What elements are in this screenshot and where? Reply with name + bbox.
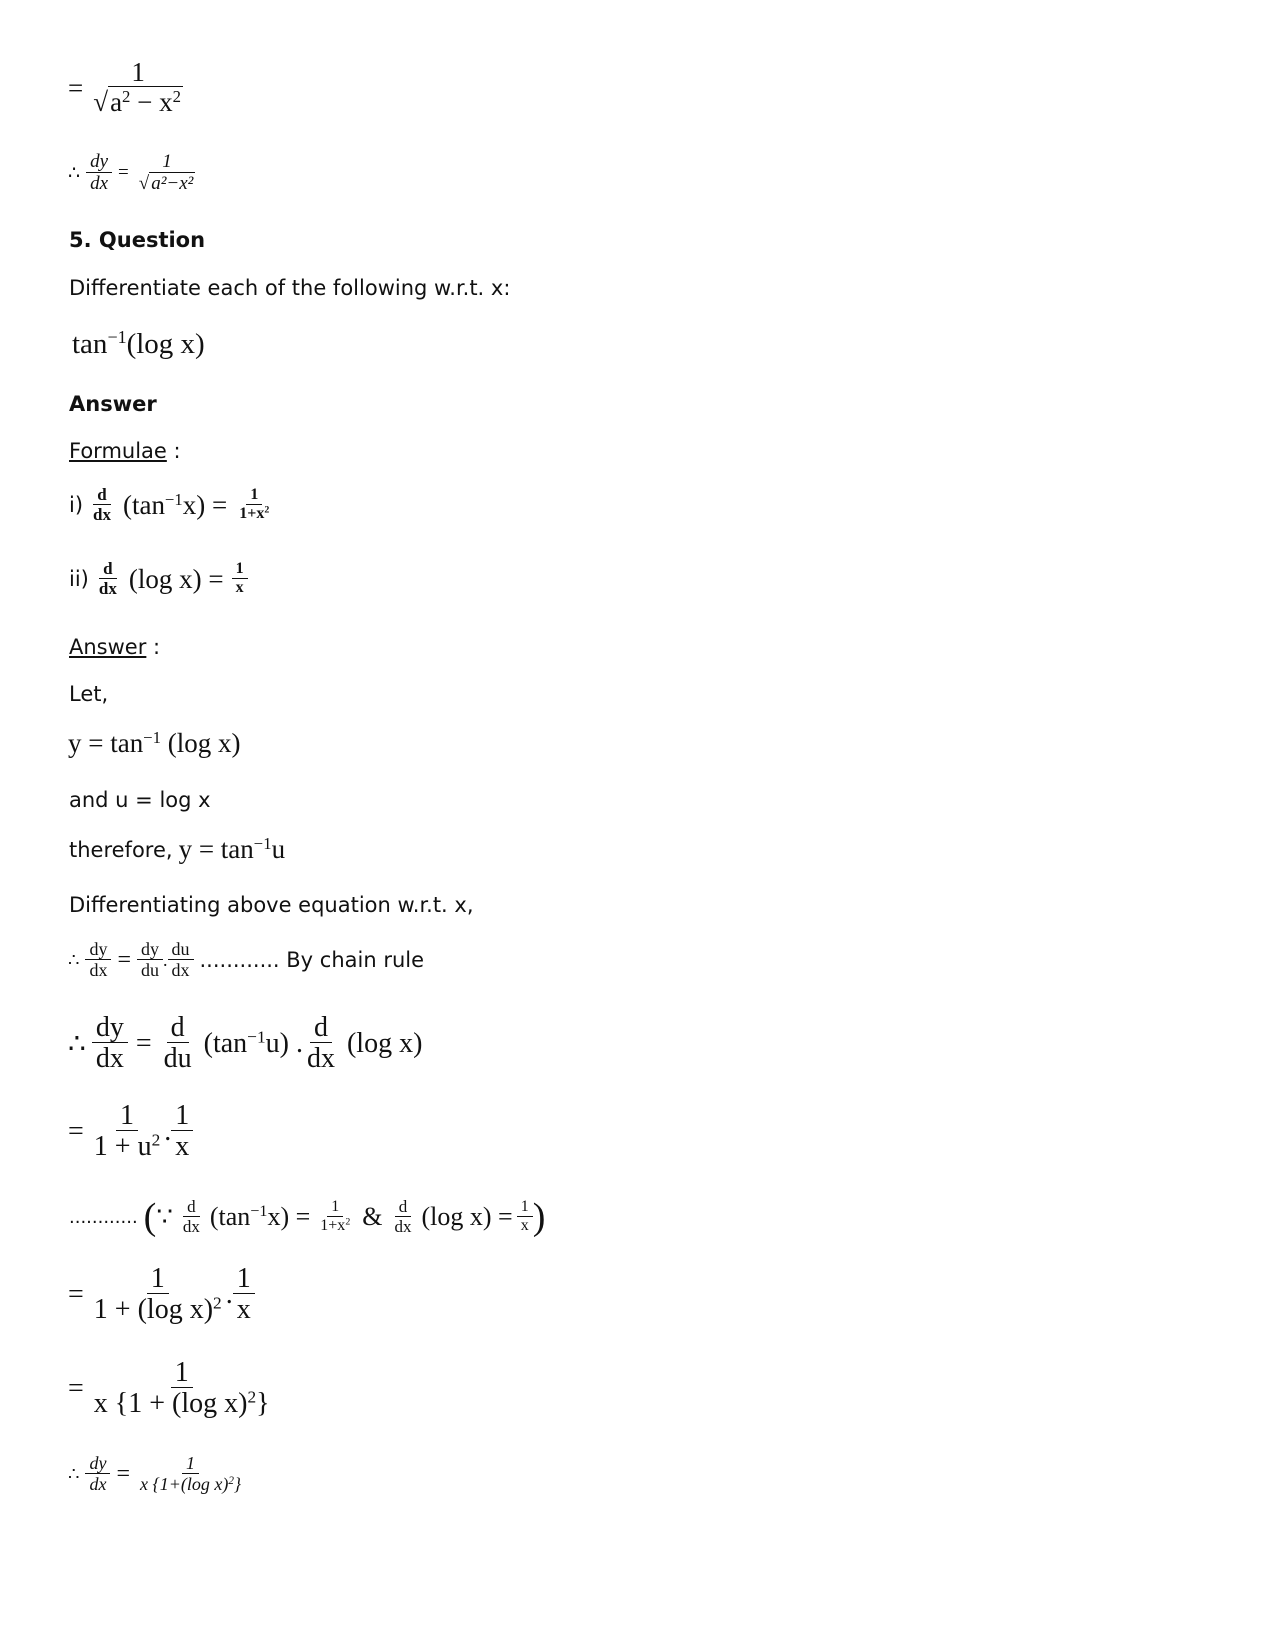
formula-body: $(\tan^{-1}x)$ = xyxy=(123,489,228,520)
question-expression: $\tan^{-1}(\log$ x) xyxy=(72,327,205,360)
formula-body: (log x) = xyxy=(128,563,224,594)
formula-item-1 xyxy=(69,486,273,524)
let-text: Let, xyxy=(69,682,109,706)
chain-rule-line: ∴ $\frac{dy}{dx}$ = $\frac{dy}{du}$ . $\frac{du}{dx}$ ............ By chain rule xyxy=(68,939,425,980)
fraction: $\frac{1}{\text{√ a²−x²}}$ xyxy=(138,151,194,194)
formulae-label: Formulae : xyxy=(69,439,181,463)
formula-item-2 xyxy=(69,560,248,598)
denominator: $√a^2 - x^2$ xyxy=(93,87,182,118)
step-b-line: = $\frac{1}{1 + u^2}$ . $\frac{1}{x}$ xyxy=(68,1101,193,1164)
fraction: $\frac{1}{x}$ xyxy=(232,561,248,597)
differentiating-text: Differentiating above equation w.r.t. x, xyxy=(69,893,474,917)
numerator: 1 xyxy=(127,58,149,87)
equals-sign: = xyxy=(68,72,84,103)
reason-line: ............ ( ∵ $\frac{d}{dx}$ $(\tan^{-1}x)$ = $\frac{1}{1+x^2}$ & $\frac{d}{dx}$ (log x) = $\frac{1}{x}$ ) xyxy=(69,1196,546,1238)
therefore-symbol: ∴ xyxy=(68,162,81,184)
prev-step-equation xyxy=(68,58,187,118)
question-prompt: Differentiate each of the following w.r.t. x: xyxy=(69,276,511,300)
question-heading: 5. Question xyxy=(69,228,206,252)
equals-sign: = xyxy=(118,162,129,184)
formula-index: ii) xyxy=(69,567,89,592)
derivative-operator: $\frac{d}{dx}$ xyxy=(98,559,117,598)
formula-index: i) xyxy=(69,493,84,518)
fraction: $\frac{dy}{dx}$ xyxy=(86,152,112,195)
fraction: $\frac{1}{1+x^2}$ xyxy=(239,486,270,522)
y-definition: $y = \tan^{-1} (\log$ x) xyxy=(68,727,241,758)
fraction xyxy=(89,58,187,118)
solution-label: Answer : xyxy=(69,635,161,659)
u-definition: and u = log x xyxy=(69,788,211,812)
answer-heading: Answer xyxy=(69,392,157,416)
chain-expanded-line: ∴ $\frac{dy}{dx}$ = $\frac{d}{du}$ $(\tan^{-1}u)$ . $\frac{d}{dx}$ (log x) xyxy=(68,1012,423,1075)
step-c-line: = $\frac{1}{1 + (\log x)^2}$ . $\frac{1}{x}$ xyxy=(68,1264,255,1327)
step-d-line: = $\frac{1}{x \{1 + (\log x)^2\}}$ xyxy=(68,1357,270,1420)
therefore-line: therefore, $y = \tan^{-1}u$ xyxy=(69,833,286,864)
prev-result-equation xyxy=(68,152,199,195)
derivative-operator: $\frac{d}{dx}$ xyxy=(93,485,111,524)
final-result-line: ∴ $\frac{dy}{dx}$ = $\frac{1}{x \{1+(\log x)^2\}}$ xyxy=(68,1453,242,1494)
